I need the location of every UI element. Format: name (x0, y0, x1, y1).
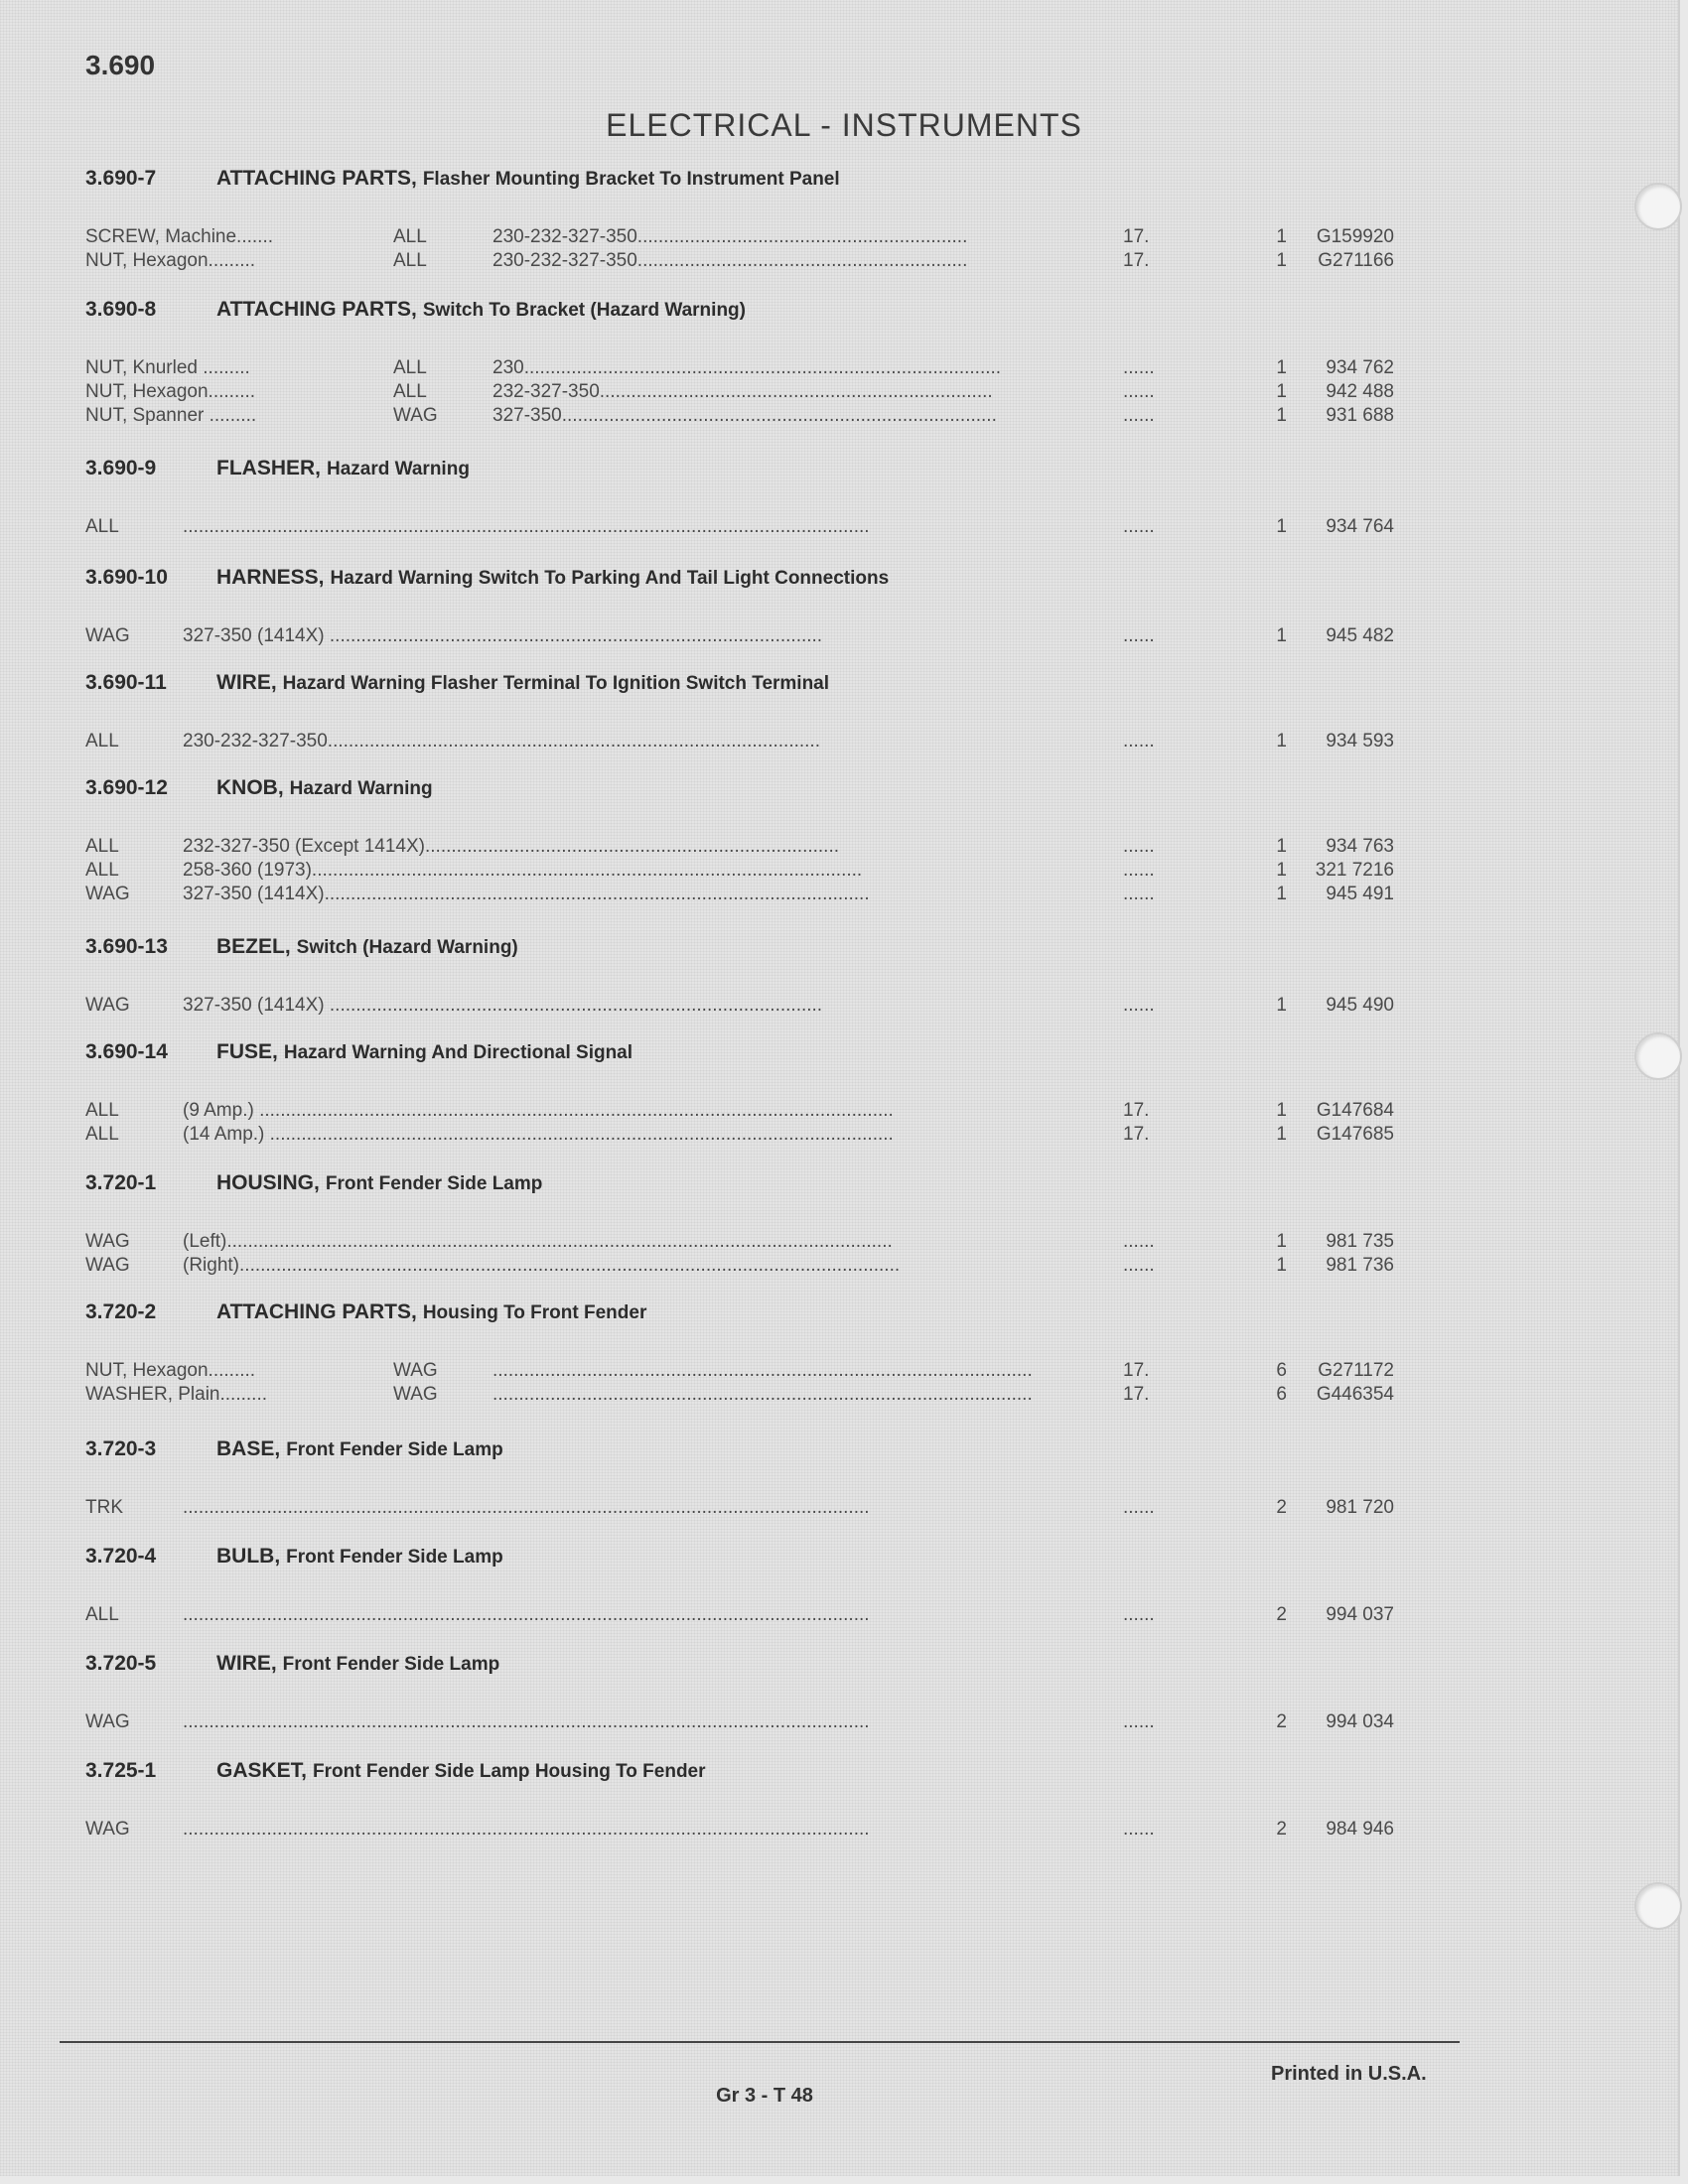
section-code: 3.720-2 (85, 1300, 157, 1323)
section-part-name: FLASHER, (216, 457, 321, 479)
application: ................................................................................................................................... (183, 1711, 870, 1732)
group-number: ...... (1123, 625, 1155, 646)
part-row (85, 516, 1396, 540)
quantity: 2 (1276, 1819, 1287, 1840)
section-part-name: ATTACHING PARTS, (216, 167, 417, 190)
quantity: 1 (1276, 250, 1287, 271)
application: ................................................................................................................................... (183, 1497, 870, 1518)
part-row (85, 405, 1396, 429)
model-code: ALL (393, 357, 427, 378)
section-heading (85, 1300, 646, 1324)
part-row (85, 884, 1396, 907)
group-number: ...... (1123, 1497, 1155, 1518)
part-row (85, 357, 1396, 381)
section-heading (85, 1759, 706, 1783)
part-row (85, 860, 1396, 884)
part-number: 981 720 (1326, 1497, 1394, 1518)
part-name: NUT, Hexagon......... (85, 250, 256, 271)
section-part-name: FUSE, (216, 1040, 278, 1063)
quantity: 1 (1276, 405, 1287, 426)
section-code: 3.690-11 (85, 671, 167, 694)
part-row (85, 1124, 1396, 1148)
page-number: 3.690 (85, 50, 156, 80)
group-number: ...... (1123, 1604, 1155, 1625)
model-code: WAG (85, 995, 130, 1016)
section-code: 3.720-1 (85, 1171, 157, 1194)
section-heading (85, 671, 829, 695)
model-code: ALL (85, 516, 119, 537)
group-number: ...... (1123, 516, 1155, 537)
quantity: 1 (1276, 1100, 1287, 1121)
section-heading (85, 1171, 542, 1195)
application: (9 Amp.) ......................................................................................................................... (183, 1100, 894, 1121)
quantity: 1 (1276, 860, 1287, 881)
application: 258-360 (1973)......................................................................................................... (183, 860, 863, 881)
section-code: 3.690-12 (85, 776, 168, 799)
section-description: Switch To Bracket (Hazard Warning) (422, 300, 746, 321)
application: 232-327-350........................................................................... (492, 381, 993, 402)
group-number: 17. (1123, 226, 1150, 247)
part-row (85, 1255, 1396, 1279)
model-code: WAG (85, 1819, 130, 1840)
part-row (85, 836, 1396, 860)
part-row (85, 1711, 1396, 1735)
section-code: 3.690-7 (85, 167, 157, 190)
section-code: 3.690-14 (85, 1040, 168, 1063)
group-number: ...... (1123, 381, 1155, 402)
part-number: 934 764 (1326, 516, 1394, 537)
group-number: 17. (1123, 250, 1150, 271)
model-code: ALL (85, 836, 119, 857)
part-row (85, 381, 1396, 405)
quantity: 1 (1276, 1124, 1287, 1145)
quantity: 2 (1276, 1497, 1287, 1518)
group-number: ...... (1123, 995, 1155, 1016)
section-heading (85, 1040, 633, 1064)
section-part-name: HARNESS, (216, 566, 325, 589)
section-part-name: BEZEL, (216, 935, 291, 958)
part-number: 321 7216 (1315, 860, 1394, 881)
section-part-name: BULB, (216, 1545, 281, 1568)
section-description: Hazard Warning (289, 778, 433, 799)
group-number: ...... (1123, 1711, 1155, 1732)
model-code: ALL (393, 226, 427, 247)
part-number: 984 946 (1326, 1819, 1394, 1840)
application: ....................................................................................................... (492, 1384, 1033, 1405)
section-description: Front Fender Side Lamp (286, 1439, 503, 1460)
section-description: Front Fender Side Lamp (286, 1547, 503, 1568)
group-number: ...... (1123, 860, 1155, 881)
quantity: 1 (1276, 836, 1287, 857)
part-name: NUT, Hexagon......... (85, 1360, 256, 1381)
section-part-name: BASE, (216, 1437, 281, 1460)
model-code: ALL (85, 1124, 119, 1145)
application: ................................................................................................................................... (183, 1604, 870, 1625)
section-part-name: KNOB, (216, 776, 284, 799)
part-number: 931 688 (1326, 405, 1394, 426)
part-number: G446354 (1316, 1384, 1394, 1405)
section-description: Hazard Warning Switch To Parking And Tail Light Connections (330, 568, 890, 589)
model-code: TRK (85, 1497, 123, 1518)
section-description: Hazard Warning (327, 459, 470, 479)
section-heading (85, 457, 470, 480)
part-number: 945 490 (1326, 995, 1394, 1016)
punch-hole-middle (1634, 1032, 1682, 1080)
page-title: ELECTRICAL - INSTRUMENTS (606, 107, 1082, 143)
group-number: ...... (1123, 1231, 1155, 1252)
application: ................................................................................................................................... (183, 1819, 870, 1840)
section-heading (85, 167, 840, 191)
group-number: ...... (1123, 1819, 1155, 1840)
quantity: 1 (1276, 625, 1287, 646)
quantity: 1 (1276, 884, 1287, 904)
footer-printed: Printed in U.S.A. (1271, 2063, 1427, 2085)
section-heading (85, 1437, 503, 1461)
part-name: SCREW, Machine....... (85, 226, 273, 247)
part-number: 945 482 (1326, 625, 1394, 646)
part-row (85, 995, 1396, 1019)
section-code: 3.690-13 (85, 935, 168, 958)
group-number: 17. (1123, 1124, 1150, 1145)
part-row (85, 1100, 1396, 1124)
section-code: 3.690-9 (85, 457, 157, 479)
part-name: WASHER, Plain......... (85, 1384, 268, 1405)
part-number: G147685 (1316, 1124, 1394, 1145)
group-number: ...... (1123, 1255, 1155, 1276)
quantity: 2 (1276, 1711, 1287, 1732)
group-number: 17. (1123, 1360, 1150, 1381)
punch-hole-bottom (1634, 1882, 1682, 1930)
quantity: 1 (1276, 381, 1287, 402)
part-row (85, 1360, 1396, 1384)
model-code: ALL (85, 860, 119, 881)
part-row (85, 226, 1396, 250)
part-number: 981 735 (1326, 1231, 1394, 1252)
section-heading (85, 1652, 499, 1676)
quantity: 6 (1276, 1384, 1287, 1405)
model-code: WAG (85, 625, 130, 646)
section-heading (85, 298, 746, 322)
model-code: WAG (393, 1360, 438, 1381)
section-part-name: WIRE, (216, 671, 277, 694)
quantity: 1 (1276, 357, 1287, 378)
section-part-name: ATTACHING PARTS, (216, 298, 417, 321)
section-code: 3.725-1 (85, 1759, 157, 1782)
part-row (85, 250, 1396, 274)
model-code: ALL (393, 381, 427, 402)
section-code: 3.690-8 (85, 298, 157, 321)
section-heading (85, 776, 433, 800)
part-number: G271172 (1318, 1360, 1394, 1381)
part-number: 934 763 (1326, 836, 1394, 857)
part-number: G147684 (1316, 1100, 1394, 1121)
group-number: 17. (1123, 1100, 1150, 1121)
application: 230........................................................................................... (492, 357, 1002, 378)
model-code: WAG (393, 1384, 438, 1405)
section-code: 3.720-5 (85, 1652, 157, 1675)
model-code: WAG (85, 1255, 130, 1276)
part-name: NUT, Hexagon......... (85, 381, 256, 402)
application: (Right).............................................................................................................................. (183, 1255, 901, 1276)
part-number: G159920 (1316, 226, 1394, 247)
section-part-name: HOUSING, (216, 1171, 320, 1194)
quantity: 1 (1276, 226, 1287, 247)
application: 232-327-350 (Except 1414X)............................................................................... (183, 836, 840, 857)
part-row (85, 1231, 1396, 1255)
application: (Left)............................................................................................................................... (183, 1231, 893, 1252)
application: 327-350 (1414X) .............................................................................................. (183, 625, 823, 646)
section-heading (85, 566, 889, 590)
application: 327-350 (1414X)........................................................................................................ (183, 884, 870, 904)
model-code: WAG (85, 1711, 130, 1732)
part-number: 945 491 (1326, 884, 1394, 904)
quantity: 1 (1276, 1255, 1287, 1276)
part-number: 942 488 (1326, 381, 1394, 402)
part-row (85, 1604, 1396, 1628)
section-part-name: WIRE, (216, 1652, 277, 1675)
part-number: 934 593 (1326, 731, 1394, 751)
section-description: Housing To Front Fender (422, 1302, 647, 1323)
part-number: G271166 (1318, 250, 1394, 271)
quantity: 6 (1276, 1360, 1287, 1381)
part-row (85, 625, 1396, 649)
part-row (85, 731, 1396, 754)
section-code: 3.720-3 (85, 1437, 157, 1460)
section-part-name: GASKET, (216, 1759, 308, 1782)
part-number: 994 037 (1326, 1604, 1394, 1625)
section-part-name: ATTACHING PARTS, (216, 1300, 417, 1323)
part-name: NUT, Knurled ......... (85, 357, 250, 378)
model-code: ALL (85, 731, 119, 751)
punch-hole-top (1634, 183, 1682, 230)
model-code: WAG (85, 884, 130, 904)
part-number: 994 034 (1326, 1711, 1394, 1732)
model-code: ALL (85, 1100, 119, 1121)
application: (14 Amp.) ....................................................................................................................... (183, 1124, 894, 1145)
section-description: Front Fender Side Lamp (282, 1654, 500, 1675)
section-description: Front Fender Side Lamp (325, 1173, 543, 1194)
group-number: ...... (1123, 405, 1155, 426)
application: 327-350................................................................................... (492, 405, 997, 426)
group-number: ...... (1123, 357, 1155, 378)
model-code: WAG (85, 1231, 130, 1252)
section-code: 3.720-4 (85, 1545, 157, 1568)
part-row (85, 1819, 1396, 1843)
application: ....................................................................................................... (492, 1360, 1033, 1381)
section-description: Flasher Mounting Bracket To Instrument Panel (422, 169, 840, 190)
section-description: Switch (Hazard Warning) (296, 937, 518, 958)
part-name: NUT, Spanner ......... (85, 405, 257, 426)
group-number: ...... (1123, 884, 1155, 904)
group-number: ...... (1123, 836, 1155, 857)
group-number: ...... (1123, 731, 1155, 751)
quantity: 1 (1276, 731, 1287, 751)
model-code: ALL (393, 250, 427, 271)
model-code: WAG (393, 405, 438, 426)
application: 230-232-327-350............................................................... (492, 250, 968, 271)
section-heading (85, 935, 518, 959)
quantity: 2 (1276, 1604, 1287, 1625)
quantity: 1 (1276, 1231, 1287, 1252)
part-row (85, 1384, 1396, 1408)
application: 230-232-327-350............................................................... (492, 226, 968, 247)
model-code: ALL (85, 1604, 119, 1625)
footer-rule (60, 2041, 1460, 2043)
quantity: 1 (1276, 995, 1287, 1016)
section-description: Front Fender Side Lamp Housing To Fender (313, 1761, 706, 1782)
section-description: Hazard Warning Flasher Terminal To Ignition Switch Terminal (282, 673, 830, 694)
application: 327-350 (1414X) .............................................................................................. (183, 995, 823, 1016)
group-number: 17. (1123, 1384, 1150, 1405)
section-code: 3.690-10 (85, 566, 168, 589)
footer-page-ref: Gr 3 - T 48 (716, 2085, 813, 2107)
application: ................................................................................................................................... (183, 516, 870, 537)
section-heading (85, 1545, 503, 1569)
part-number: 981 736 (1326, 1255, 1394, 1276)
part-row (85, 1497, 1396, 1521)
quantity: 1 (1276, 516, 1287, 537)
application: 230-232-327-350.............................................................................................. (183, 731, 820, 751)
section-description: Hazard Warning And Directional Signal (283, 1042, 633, 1063)
part-number: 934 762 (1326, 357, 1394, 378)
